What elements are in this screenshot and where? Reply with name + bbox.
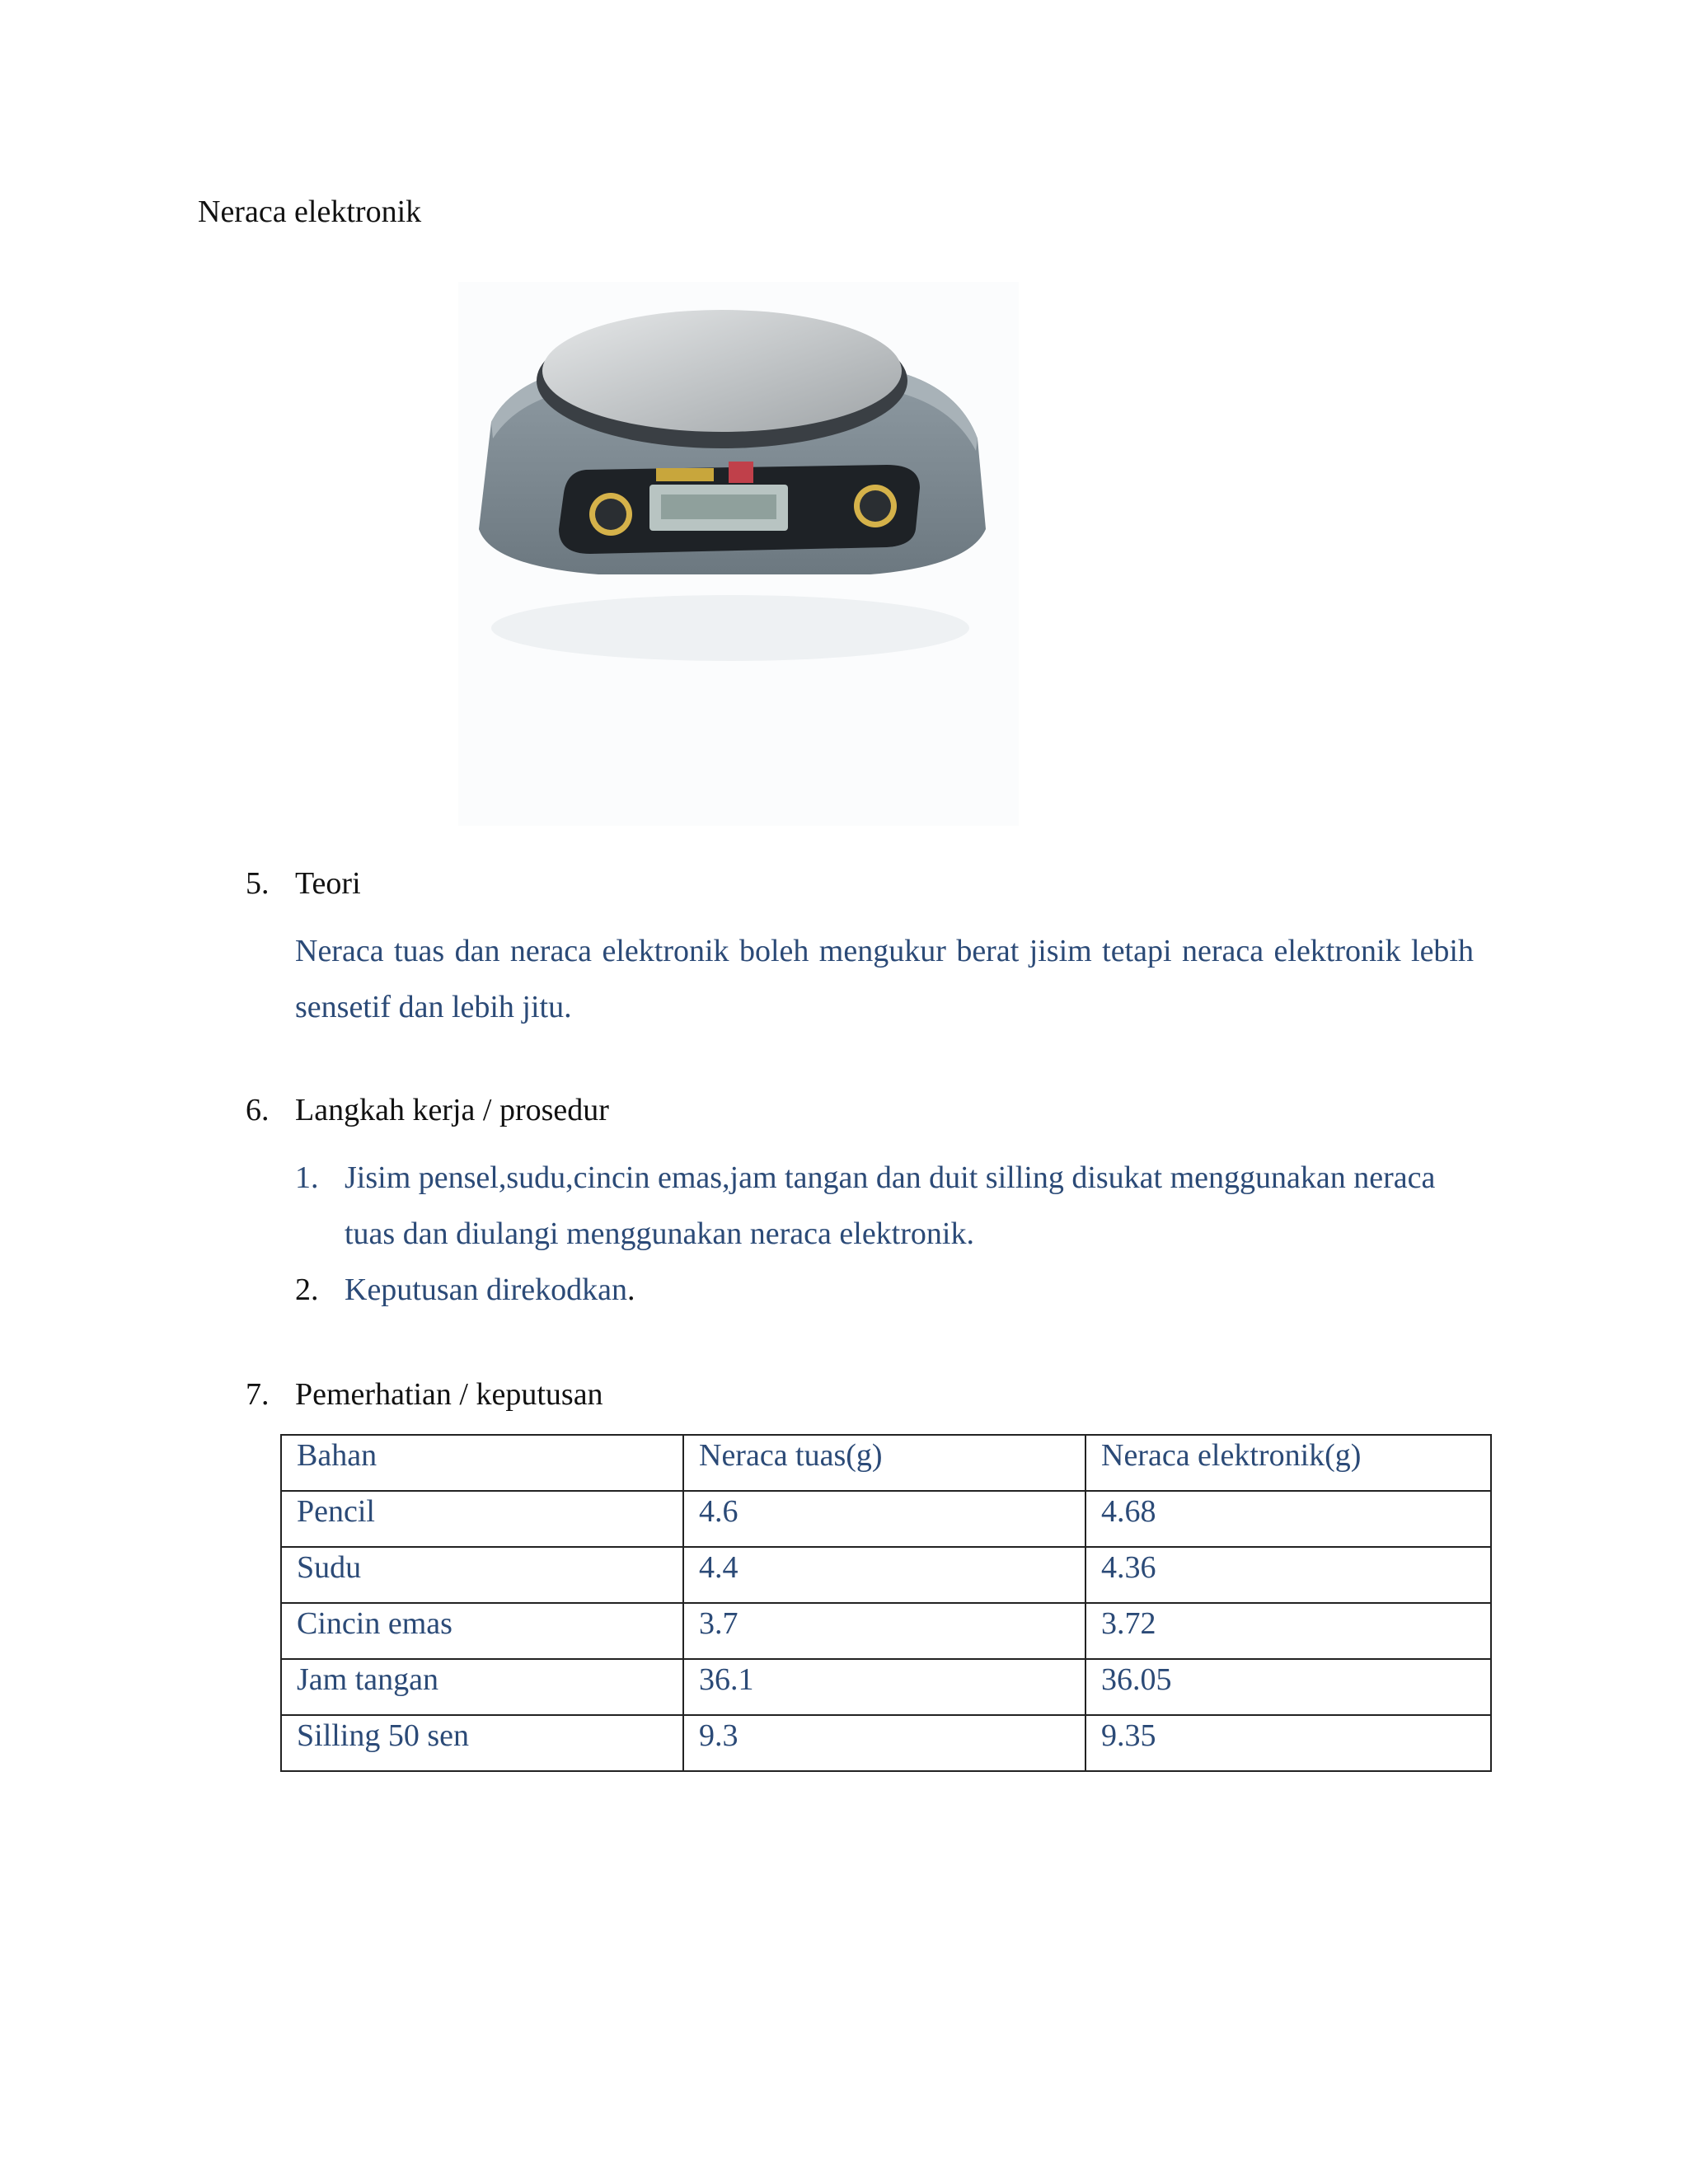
section-number: 7.: [246, 1377, 270, 1412]
page-title: Neraca elektronik: [198, 194, 422, 229]
table-cell: 9.3: [683, 1715, 1085, 1771]
table-cell: Jam tangan: [281, 1659, 683, 1715]
electronic-scale-photo: [458, 282, 1019, 826]
table-row: [281, 1659, 1491, 1715]
table-cell: Sudu: [281, 1547, 683, 1603]
step-text: Jisim pensel,sudu,cincin emas,jam tangan dan duit silling disukat menggunakan neraca tuas dan diulangi menggunakan neraca elektronik.: [345, 1160, 1436, 1251]
section-heading: Teori: [295, 866, 361, 901]
table-cell: 3.7: [683, 1603, 1085, 1659]
table-cell: 4.36: [1085, 1547, 1491, 1603]
table-cell: 3.72: [1085, 1603, 1491, 1659]
table-header-cell: Bahan: [281, 1435, 683, 1491]
section-number: 5.: [246, 866, 270, 901]
section-number: 6.: [246, 1093, 270, 1127]
list-item: [295, 1150, 1474, 1262]
list-item: [295, 1262, 1474, 1318]
table-cell: 4.6: [683, 1491, 1085, 1547]
table-cell: 4.68: [1085, 1491, 1491, 1547]
section-heading: Langkah kerja / prosedur: [295, 1093, 609, 1127]
table-row: [281, 1547, 1491, 1603]
table-header-row: [281, 1435, 1491, 1491]
results-table: [280, 1434, 1492, 1772]
table-header-cell: Neraca tuas(g): [683, 1435, 1085, 1491]
table-cell: Silling 50 sen: [281, 1715, 683, 1771]
step-number: 2.: [295, 1272, 319, 1307]
table-header-cell: Neraca elektronik(g): [1085, 1435, 1491, 1491]
table-cell: Pencil: [281, 1491, 683, 1547]
theory-paragraph: Neraca tuas dan neraca elektronik boleh mengukur berat jisim tetapi neraca elektronik lebih sensetif dan lebih jitu.: [295, 934, 1474, 1024]
step-number: 1.: [295, 1160, 319, 1195]
table-cell: 4.4: [683, 1547, 1085, 1603]
table-row: [281, 1715, 1491, 1771]
section-heading: Pemerhatian / keputusan: [295, 1377, 603, 1412]
table-cell: 36.05: [1085, 1659, 1491, 1715]
table-cell: 9.35: [1085, 1715, 1491, 1771]
table-cell: 36.1: [683, 1659, 1085, 1715]
table-row: [281, 1603, 1491, 1659]
procedure-list: [295, 1150, 1474, 1318]
table-row: [281, 1491, 1491, 1547]
table-cell: Cincin emas: [281, 1603, 683, 1659]
step-suffix: .: [626, 1272, 635, 1307]
step-text: Keputusan direkodkan: [345, 1272, 627, 1307]
